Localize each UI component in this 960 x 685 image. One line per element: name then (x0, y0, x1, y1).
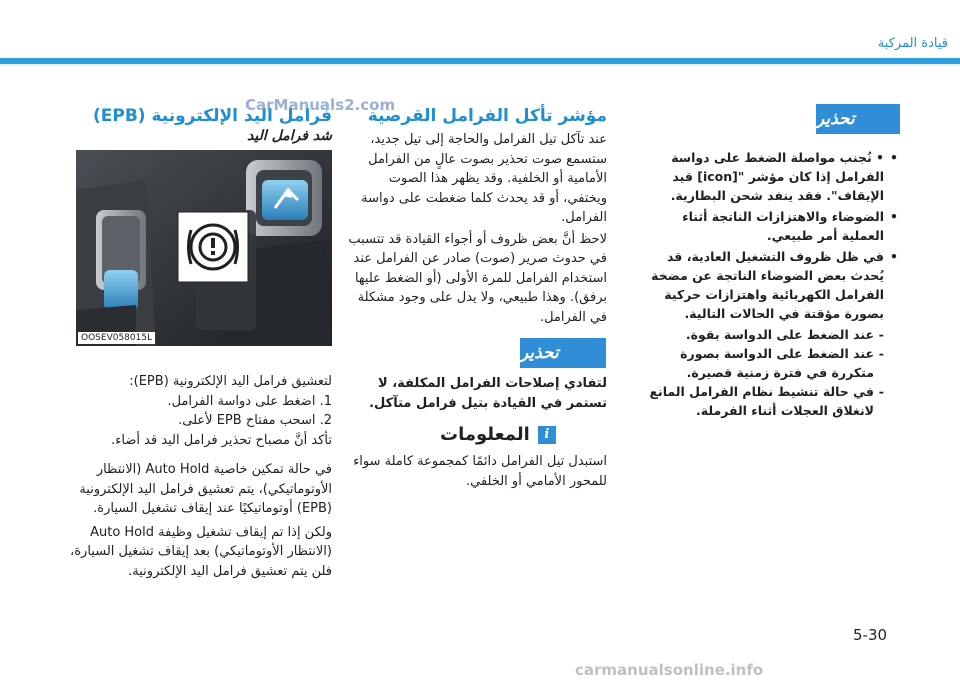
subitem-2-text: عند الضغط على الدواسة بصورة متكررة في فترة زمنية قصيرة. (680, 346, 874, 380)
info-heading (440, 424, 606, 445)
epb-steps-title: لتعشيق فرامل اليد الإلكترونية (EPB): (129, 374, 332, 389)
epb-steps (70, 372, 332, 581)
warning-subitem-2 (640, 344, 898, 382)
warning-label: تحذير (520, 343, 559, 363)
right-warning-list (640, 148, 898, 420)
info-icon: i (538, 426, 556, 444)
middle-warning-text: لتفادي إصلاحات الفرامل المكلفة، لا تستمر في القيادة بتيل فرامل متآكل. (369, 376, 607, 411)
epb-step-1: 1. اضغط على دواسة الفرامل. (167, 393, 332, 409)
bullet-1-text: • نُجنب مواصلة الضغط على دواسة الفرامل إذا كان مؤشر "[icon] قيد الإيقاف". فقد ينفد شحن البطارية. (670, 150, 884, 203)
epb-switch-photo (76, 150, 332, 346)
warning-bullet-1 (640, 148, 898, 205)
watermark-bottom[interactable]: carmanualsonline.info (575, 661, 764, 679)
info-title: المعلومات (440, 424, 530, 445)
warning-subitem-1 (640, 325, 898, 344)
brake-wear-paragraph-1: عند تآكل تيل الفرامل والحاجة إلى تيل جديد، ستسمع صوت تحذير بصوت عالٍ من الفرامل الأمامية أو الخلفية. وقد يظهر هذا الصوت ويختفي، أو قد يحدث كلما ضغطت على دواسة الفرامل. (361, 132, 607, 225)
header-rule-shadow (0, 64, 960, 66)
epb-switch-illustration (76, 150, 332, 346)
epb-step-2: 2. اسحب مفتاح EPB لأعلى. (178, 413, 332, 428)
right-warning-banner (816, 104, 900, 134)
warning-subitem-3 (640, 382, 898, 420)
epb-paragraph-2: ولكن إذا تم إيقاف تشغيل وظيفة Auto Hold (الانتظار الأوتوماتيكي) بعد إيقاف تشغيل السيارة، فلن يتم تعشيق فرامل اليد الإلكترونية. (70, 524, 332, 579)
epb-paragraph-1: في حالة تمكين خاصية Auto Hold (الانتظار الأوتوماتيكي)، يتم تعشيق فرامل اليد الإلكترونية (EPB) أوتوماتيكيًا عند إيقاف تشغيل السيارة. (79, 462, 332, 516)
bullet-3-text: في ظل ظروف التشغيل العادية، قد يُحدث بعض الضوضاء الناتجة عن مضخة الفرامل الكهربائية واهتزازات حركية بصورة مؤقتة في الحالات التالية. (651, 249, 884, 321)
brake-wear-paragraph-2: لاحظ أنَّ بعض ظروف أو أجواء القيادة قد تتسبب في حدوث صرير (صوت) صادر عن الفرامل عند استخدام الفرامل للمرة الأولى (أو الضغط عليها برفق). وهذا طبيعي، ولا يدل على وجود مشكلة في الفرامل. (348, 231, 607, 325)
epb-subtitle: شد فرامل اليد (247, 128, 332, 144)
subitem-1-text: عند الضغط على الدواسة بقوة. (685, 327, 874, 342)
bullet-2-text: الضوضاء والاهتزازات الناتجة أثناء العملية أمر طبيعي. (682, 209, 884, 243)
warning-bullet-3 (640, 247, 898, 323)
epb-step-3: تأكد أنَّ مصباح تحذير فرامل اليد قد أضاء. (111, 432, 332, 448)
subitem-3-text: في حالة تنشيط نظام الفرامل المانع لانغلاق العجلات أثناء الفرملة. (649, 384, 874, 418)
middle-warning-banner (520, 338, 606, 368)
page-number: 5-30 (853, 626, 888, 644)
warning-bullet-2 (640, 207, 898, 245)
warning-label: تحذير (816, 109, 855, 129)
section-title: قيادة المركبة (877, 36, 948, 51)
info-text: استبدل تيل الفرامل دائمًا كمجموعة كاملة سواء للمحور الأمامي أو الخلفي. (353, 454, 607, 489)
photo-caption: OOSEV058015L (78, 332, 155, 344)
brake-wear-body (345, 130, 607, 327)
epb-title: فرامل اليد الإلكترونية (EPB) (92, 106, 332, 126)
watermark-top[interactable]: CarManuals2.com (245, 96, 396, 114)
brake-wear-title: مؤشر تأكل الفرامل القرصية (367, 106, 607, 126)
